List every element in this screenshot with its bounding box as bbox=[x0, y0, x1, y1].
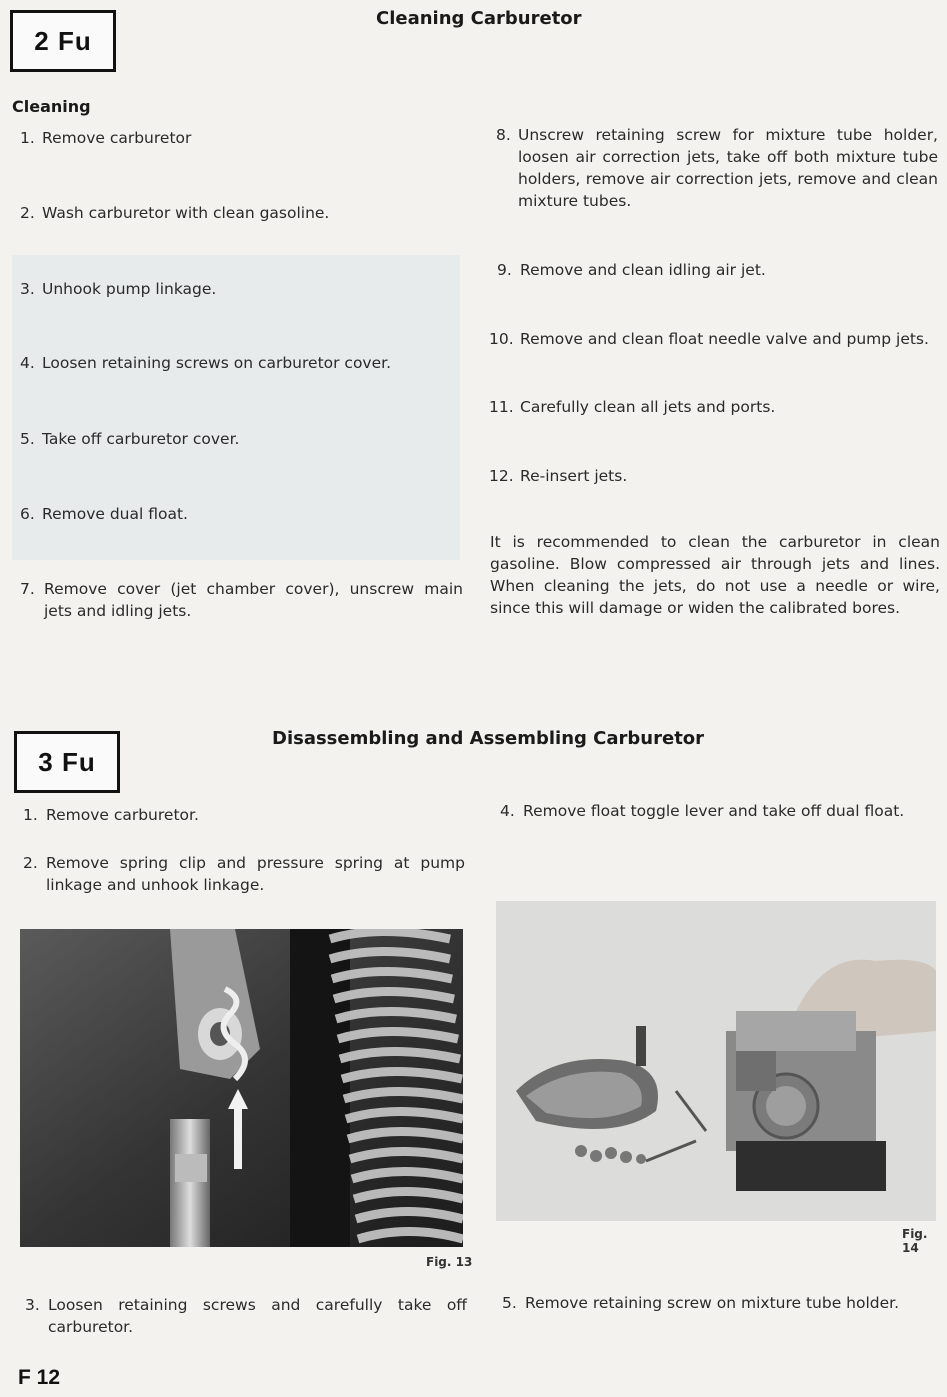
carburetor-illustration bbox=[496, 901, 936, 1221]
page-number: F 12 bbox=[18, 1366, 61, 1389]
step-item: 11. Carefully clean all jets and ports. bbox=[489, 398, 776, 416]
section-title: Disassembling and Assembling Carburetor bbox=[272, 728, 705, 749]
step-item: 5. Take off carburetor cover. bbox=[20, 430, 240, 448]
figure-13-photo bbox=[20, 929, 463, 1247]
step-item: 1. Remove carburetor. bbox=[23, 806, 199, 824]
figure-caption: Fig. 13 bbox=[426, 1255, 473, 1269]
step-item: 4. Remove float toggle lever and take off dual float. bbox=[500, 802, 905, 820]
section-code-box bbox=[10, 10, 116, 72]
cleaning-note: It is recommended to clean the carburetor in clean gasoline. Blow compressed air through jets and lines. When cleaning the jets, do not use a needle or wire, since this will damage or widen the calibrated bores. bbox=[490, 533, 940, 617]
step-item: 6. Remove dual float. bbox=[20, 505, 188, 523]
section-code-box bbox=[14, 731, 120, 793]
step-item: 4. Loosen retaining screws on carburetor cover. bbox=[20, 354, 392, 372]
step-item: 7. Remove cover (jet chamber cover), unscrew main jets and idling jets. bbox=[20, 580, 463, 620]
step-item: 9. Remove and clean idling air jet. bbox=[497, 261, 766, 279]
figure-14-photo bbox=[496, 901, 936, 1221]
section-code: 2 Fu bbox=[34, 25, 92, 56]
step-item: 1. Remove carburetor bbox=[20, 129, 192, 147]
step-item: 2. Wash carburetor with clean gasoline. bbox=[20, 204, 330, 222]
section-title: Cleaning Carburetor bbox=[376, 8, 582, 29]
step-item: 8. Unscrew retaining screw for mixture tube holder, loosen air correction jets, take off both mixture tube holders, remove air correction jets, remove and clean mixture tubes. bbox=[496, 126, 938, 210]
step-item: 5. Remove retaining screw on mixture tube holder. bbox=[502, 1294, 900, 1312]
section-subheading: Cleaning bbox=[12, 97, 91, 116]
section-code: 3 Fu bbox=[38, 746, 96, 777]
figure-caption: Fig. 14 bbox=[902, 1227, 928, 1255]
step-item: 3. Unhook pump linkage. bbox=[20, 280, 217, 298]
step-item: 10. Remove and clean float needle valve and pump jets. bbox=[489, 330, 929, 348]
step-item: 12. Re-insert jets. bbox=[489, 467, 628, 485]
step-item: 3. Loosen retaining screws and carefully take off carburetor. bbox=[25, 1296, 467, 1336]
linkage-illustration bbox=[20, 929, 463, 1247]
step-item: 2. Remove spring clip and pressure spring at pump linkage and unhook linkage. bbox=[23, 854, 465, 894]
